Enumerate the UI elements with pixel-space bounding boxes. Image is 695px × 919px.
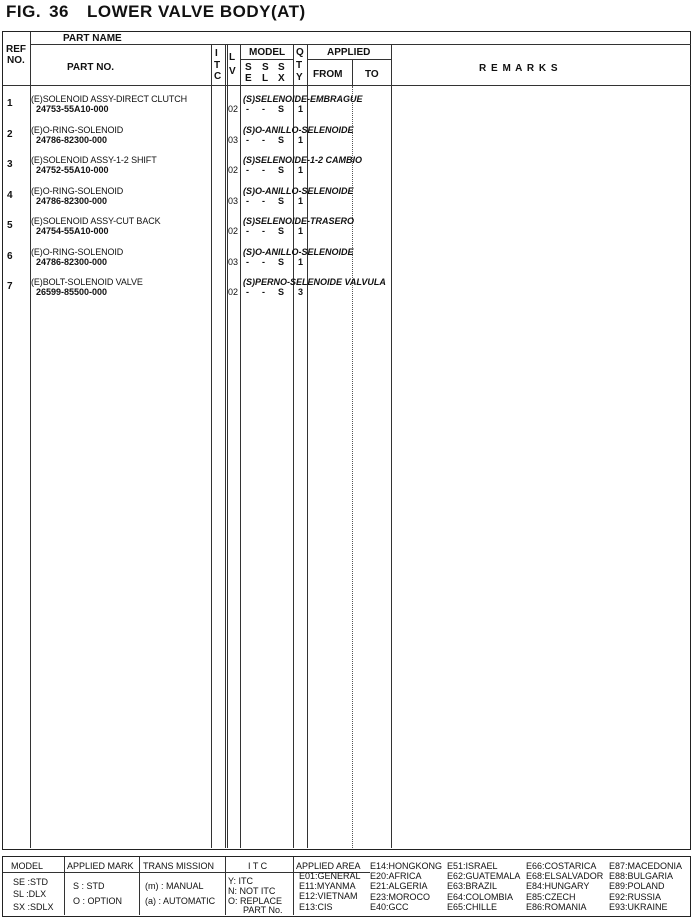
area-code: E23:MOROCO	[370, 891, 431, 902]
remark: (S)SELENOIDE-1-2 CAMBIO	[243, 155, 363, 165]
ref-no: 5	[7, 220, 13, 231]
legend-area-header: APPLIED AREA	[296, 861, 361, 871]
ref-no: 3	[7, 159, 13, 170]
legend-model-sl: SL :DLX	[13, 889, 47, 899]
area-code: E14:HONGKONG	[370, 861, 443, 871]
model-col-sl-1: S	[262, 62, 269, 73]
figure-name: LOWER VALVE BODY(AT)	[86, 2, 306, 21]
part-number: 24786-82300-000	[36, 135, 108, 145]
model-sl: -	[262, 165, 265, 175]
part-name: (E)SOLENOID ASSY-1-2 SHIFT	[31, 155, 157, 165]
ref-no: 2	[7, 129, 13, 140]
model-sx: S	[278, 226, 285, 236]
legend-trans-manual: (m) : MANUAL	[145, 881, 204, 891]
area-code: E68:ELSALVADOR	[526, 871, 604, 882]
remark: (S)PERNO-SELENOIDE VALVULA	[243, 277, 386, 287]
level: 03	[228, 135, 239, 145]
area-code: E63:BRAZIL	[447, 881, 498, 892]
area-code: E92:RUSSIA	[609, 891, 662, 902]
model-se: -	[246, 135, 249, 145]
model-se: -	[246, 257, 249, 267]
part-name: (E)SOLENOID ASSY-CUT BACK	[31, 216, 161, 226]
model-sl: -	[262, 196, 265, 206]
part-name: (E)BOLT-SOLENOID VALVE	[31, 277, 143, 287]
legend-applied-mark-header: APPLIED MARK	[67, 861, 134, 871]
model-header: MODEL	[249, 47, 286, 58]
qty-header-1: Q	[296, 47, 304, 58]
quantity: 1	[298, 196, 304, 206]
model-col-se-1: S	[245, 62, 252, 73]
area-code: E88:BULGARIA	[609, 871, 674, 882]
remark: (S)O-ANILLO-SELENOIDE	[243, 247, 354, 257]
area-code: E93:UKRAINE	[609, 901, 668, 912]
ref-no: 4	[7, 190, 13, 201]
legend-trans-automatic: (a) : AUTOMATIC	[145, 896, 216, 906]
model-sl: -	[262, 135, 265, 145]
ref-no: 7	[7, 281, 13, 292]
model-sl: -	[262, 257, 265, 267]
divider	[352, 59, 353, 85]
part-number: 26599-85500-000	[36, 287, 108, 297]
area-code: E12:VIETNAM	[299, 891, 358, 902]
ref-no: 1	[7, 98, 13, 109]
divider	[225, 44, 226, 848]
area-code: E65:CHILLE	[447, 901, 498, 912]
legend-itc-n: N: NOT ITC	[228, 886, 276, 896]
area-code: E40:GCC	[370, 901, 409, 912]
model-se: -	[246, 104, 249, 114]
itc-header-2: T	[214, 60, 221, 71]
part-number: 24752-55A10-000	[36, 165, 109, 175]
area-code: E51:ISRAEL	[447, 861, 498, 871]
quantity: 1	[298, 165, 304, 175]
legend-itc-y: Y: ITC	[228, 876, 254, 886]
part-name: (E)O-RING-SOLENOID	[31, 247, 124, 257]
model-se: -	[246, 196, 249, 206]
from-header: FROM	[313, 69, 343, 80]
area-code: E64:COLOMBIA	[447, 891, 514, 902]
model-sl: -	[262, 287, 265, 297]
qty-header-3: Y	[296, 72, 303, 83]
divider	[3, 85, 691, 86]
model-sx: S	[278, 196, 285, 206]
part-name: (E)SOLENOID ASSY-DIRECT CLUTCH	[31, 94, 188, 104]
model-col-sl-2: L	[262, 73, 269, 84]
model-col-sx-2: X	[278, 73, 285, 84]
model-sl: -	[262, 226, 265, 236]
legend	[2, 856, 691, 917]
model-col-se-2: E	[245, 73, 252, 84]
remarks-header: R E M A R K S	[479, 63, 559, 74]
remark: (S)SELENOIDE-TRASERO	[243, 216, 355, 226]
model-col-sx-1: S	[278, 62, 285, 73]
part-no-header: PART NO.	[67, 62, 115, 73]
area-code: E84:HUNGARY	[526, 881, 590, 892]
legend-model-se: SE :STD	[13, 877, 49, 887]
level: 03	[228, 196, 239, 206]
part-number: 24786-82300-000	[36, 196, 108, 206]
part-number: 24754-55A10-000	[36, 226, 109, 236]
area-code: E86:ROMANIA	[526, 901, 587, 912]
remark: (S)O-ANILLO-SELENOIDE	[243, 125, 354, 135]
legend-itc-part-no: PART No.	[243, 905, 283, 915]
legend-itc-o: O: REPLACE	[228, 896, 283, 906]
level: 02	[228, 104, 239, 114]
divider	[293, 857, 294, 915]
quantity: 3	[298, 287, 304, 297]
area-code: E13:CIS	[299, 901, 333, 912]
model-se: -	[246, 165, 249, 175]
lv-header-2: V	[229, 66, 236, 77]
part-name-header: PART NAME	[63, 33, 122, 44]
area-code: E66:COSTARICA	[526, 861, 597, 871]
ref-header-1: REF	[6, 44, 26, 55]
level: 02	[228, 165, 239, 175]
model-sx: S	[278, 104, 285, 114]
divider	[139, 857, 140, 915]
divider	[240, 44, 241, 848]
model-sl: -	[262, 104, 265, 114]
lv-header-1: L	[229, 52, 236, 63]
level: 02	[228, 226, 239, 236]
remark: (S)SELENOIDE-EMBRAGUE	[243, 94, 363, 104]
area-code: E01:GENERAL	[299, 871, 361, 881]
level: 03	[228, 257, 239, 267]
legend-trans-header: TRANS MISSION	[143, 861, 215, 871]
itc-header-3: C	[214, 71, 222, 82]
applied-header: APPLIED	[327, 47, 371, 58]
dotted-divider	[352, 86, 353, 848]
quantity: 1	[298, 257, 304, 267]
area-code: E62:GUATEMALA	[447, 871, 521, 882]
model-sx: S	[278, 257, 285, 267]
legend-model-sx: SX :SDLX	[13, 902, 54, 912]
model-sx: S	[278, 287, 285, 297]
model-sx: S	[278, 135, 285, 145]
figure-label: FIG.	[6, 2, 42, 21]
quantity: 1	[298, 104, 304, 114]
to-header: TO	[365, 69, 379, 80]
divider	[64, 857, 65, 915]
remark: (S)O-ANILLO-SELENOIDE	[243, 186, 354, 196]
part-name: (E)O-RING-SOLENOID	[31, 186, 124, 196]
divider	[225, 857, 226, 915]
model-se: -	[246, 226, 249, 236]
part-name: (E)O-RING-SOLENOID	[31, 125, 124, 135]
itc-header-1: I	[215, 48, 218, 59]
area-code: E85:CZECH	[526, 891, 576, 902]
figure-number: 36	[49, 2, 69, 21]
divider	[307, 59, 391, 60]
quantity: 1	[298, 135, 304, 145]
legend-mark-std: S : STD	[73, 881, 105, 891]
area-code: E87:MACEDONIA	[609, 861, 683, 871]
figure-title	[6, 2, 306, 22]
ref-header-2: NO.	[7, 55, 25, 66]
area-code: E21:ALGERIA	[370, 881, 428, 892]
ref-no: 6	[7, 251, 13, 262]
divider	[391, 44, 392, 848]
divider	[240, 59, 293, 60]
area-code: E11:MYANMA	[299, 881, 356, 892]
level: 02	[228, 287, 239, 297]
divider	[30, 44, 691, 45]
model-se: -	[246, 287, 249, 297]
area-code: E20:AFRICA	[370, 871, 422, 882]
legend-itc-header: I T C	[248, 861, 268, 871]
parts-table	[2, 31, 691, 850]
part-number: 24786-82300-000	[36, 257, 108, 267]
legend-model-header: MODEL	[11, 861, 44, 871]
divider	[211, 44, 212, 848]
legend-mark-option: O : OPTION	[73, 896, 123, 906]
quantity: 1	[298, 226, 304, 236]
qty-header-2: T	[296, 60, 303, 71]
part-number: 24753-55A10-000	[36, 104, 109, 114]
area-code: E89:POLAND	[609, 881, 665, 892]
model-sx: S	[278, 165, 285, 175]
